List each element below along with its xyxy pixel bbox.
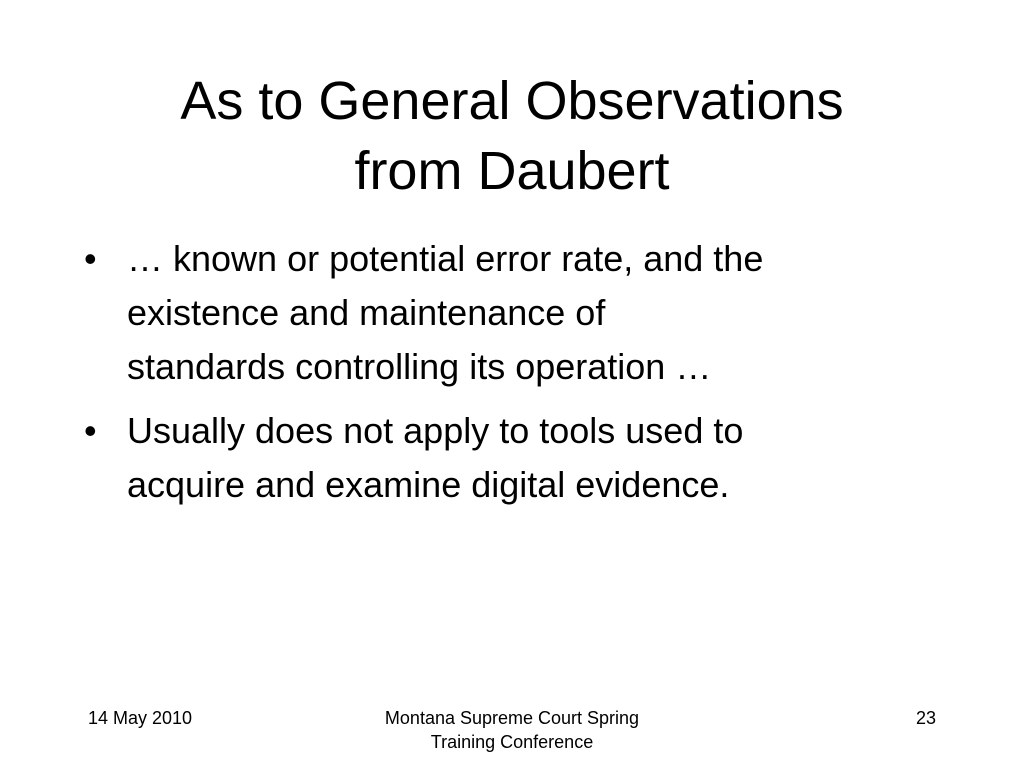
bullet-line: standards controlling its operation … (127, 346, 712, 387)
bullet-item-2 (84, 404, 964, 512)
slide-number: 23 (915, 708, 936, 728)
bullet-line: existence and maintenance of (127, 292, 606, 333)
slide-title (60, 66, 964, 206)
bullet-item-1 (84, 232, 964, 394)
footer-date: 14 May 2010 (88, 708, 193, 728)
bullet-list (84, 232, 964, 522)
bullet-line: Usually does not apply to tools used to (127, 410, 744, 451)
slide-title-line-2: from Daubert (354, 141, 670, 201)
bullet-line: acquire and examine digital evidence. (127, 464, 730, 505)
slide-title-line-1: As to General Observations (180, 71, 844, 131)
bullet-marker: • (84, 238, 97, 279)
footer-event-line-1: Montana Supreme Court Spring (384, 708, 640, 728)
bullet-line: … known or potential error rate, and the (127, 238, 764, 279)
footer-event-line-2: Training Conference (430, 732, 594, 752)
bullet-marker: • (84, 410, 97, 451)
footer-event (312, 706, 712, 754)
